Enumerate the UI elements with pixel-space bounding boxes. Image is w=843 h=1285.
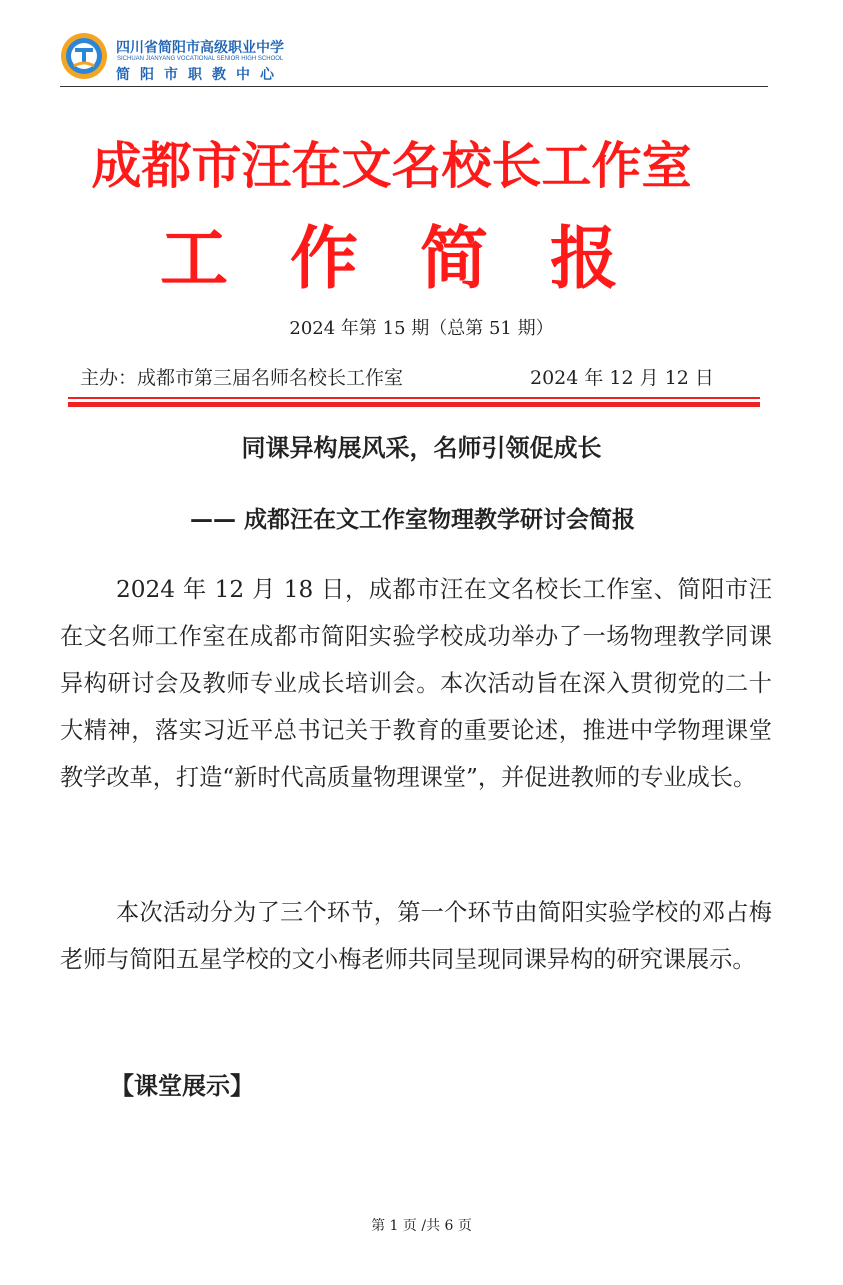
article-title: 同课异构展风采，名师引领促成长: [241, 434, 602, 462]
publish-date: 2024 年 12 月 12 日: [530, 367, 714, 389]
school-name-cn: 四川省简阳市高级职业中学: [116, 40, 284, 56]
masthead-divider-thick: [68, 402, 760, 407]
school-center-cn: 简阳市职教中心: [116, 67, 284, 83]
studio-title: 成都市汪在文名校长工作室: [91, 137, 692, 195]
document-header: [60, 30, 768, 86]
header-divider: [60, 86, 768, 87]
article-subtitle: —— 成都汪在文工作室物理教学研讨会简报: [190, 507, 636, 533]
section-heading: 【课堂展示】: [110, 1072, 254, 1100]
sponsor: 主办：成都市第三届名师名校长工作室: [80, 367, 404, 389]
school-name-en: SICHUAN JIANYANG VOCATIONAL SENIOR HIGH SCHOOL: [117, 56, 284, 62]
school-logo-icon: [60, 32, 108, 80]
bulletin-title: 工作简报: [160, 220, 681, 299]
masthead-divider-thin: [68, 397, 760, 399]
issue-number: 2024 年第 15 期（总第 51 期）: [289, 318, 554, 339]
article-paragraph: 2024 年 12 月 18 日，成都市汪在文名校长工作室、简阳市汪在文名师工作室在成都市简阳实验学校成功举办了一场物理教学同课异构研讨会及教师专业成长培训会。本次活动旨在深入贯彻党的二十大精神，落实习近平总书记关于教育的重要论述，推进中学物理课堂教学改革，打造“新时代高质量物理课堂”，并促进教师的专业成长。: [60, 576, 772, 791]
article-paragraph: 本次活动分为了三个环节，第一个环节由简阳实验学校的邓占梅老师与简阳五星学校的文小梅老师共同呈现同课异构的研究课展示。: [60, 899, 772, 973]
page-number: 第 1 页 /共 6 页: [371, 1218, 472, 1234]
